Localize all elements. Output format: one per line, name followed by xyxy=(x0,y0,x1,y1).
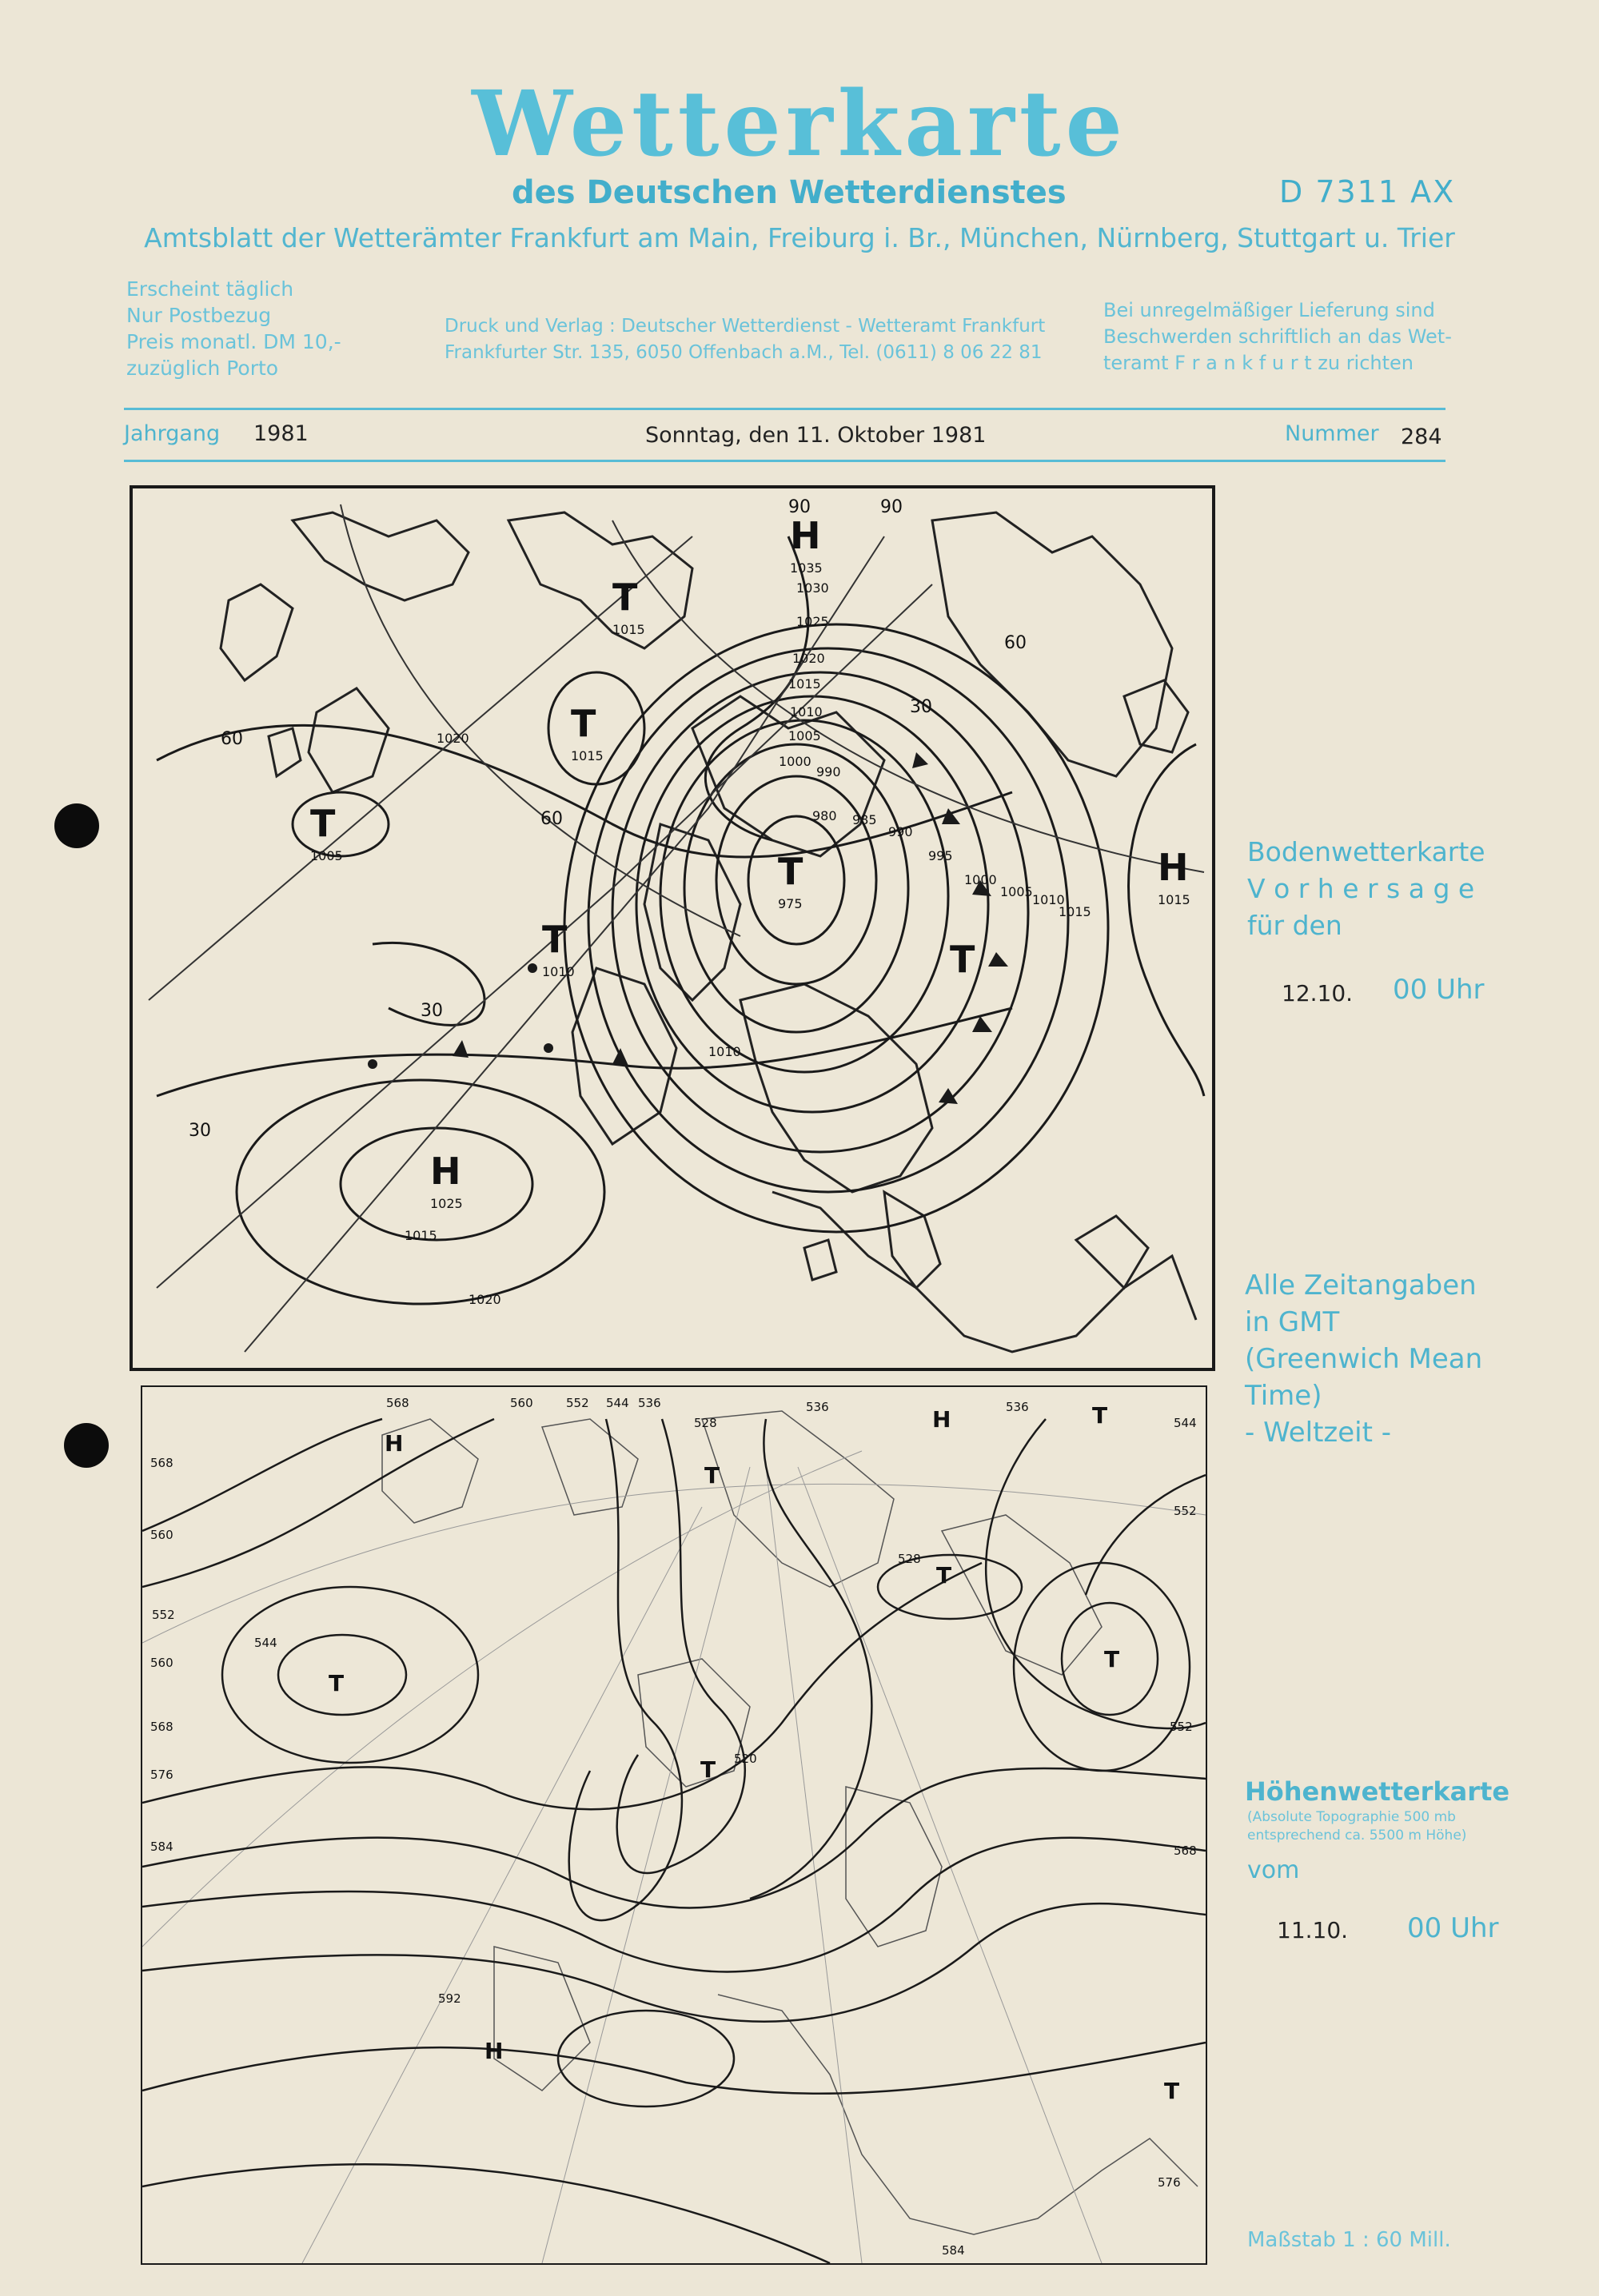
pressure-center-H: H xyxy=(790,514,821,557)
issue-bar-top-rule xyxy=(124,408,1445,410)
info-line: Beschwerden schriftlich an das Wet- xyxy=(1103,325,1452,348)
pressure-center-value: 1015 xyxy=(612,622,645,637)
surface-map-caption xyxy=(1247,834,1485,944)
contour-label: 560 xyxy=(150,1656,173,1670)
issue-bar xyxy=(124,420,1445,452)
masthead-subtitle: des Deutschen Wetterdienstes xyxy=(512,174,1067,211)
isobar-label: 1020 xyxy=(437,731,469,746)
nummer-label: Nummer xyxy=(1285,421,1379,446)
isobar-label: 1030 xyxy=(796,580,829,596)
surface-map-drawing xyxy=(133,488,1212,1368)
info-line: Preis monatl. DM 10,- xyxy=(126,330,341,353)
contour-label: 544 xyxy=(606,1396,629,1410)
pressure-center-value: 975 xyxy=(778,896,803,911)
pressure-center-value: 1015 xyxy=(571,748,604,763)
jahrgang-label: Jahrgang xyxy=(124,421,221,446)
graticule xyxy=(149,504,1204,1352)
contour-label: 552 xyxy=(1174,1504,1197,1518)
caption-line: V o r h e r s a g e xyxy=(1247,873,1475,904)
isobar-label: 1010 xyxy=(708,1044,741,1059)
contour-labels xyxy=(150,1396,1197,2258)
pressure-center-T: T xyxy=(950,938,975,981)
upper-air-map xyxy=(141,1385,1207,2265)
isobar-label: 1000 xyxy=(964,872,997,887)
pressure-center-value: 1015 xyxy=(1158,892,1190,907)
contour-label: 568 xyxy=(386,1396,409,1410)
graticule-label: 90 xyxy=(788,497,811,517)
isobar-label: 980 xyxy=(812,808,837,823)
info-line: Erscheint täglich xyxy=(126,277,294,301)
height-center-T: T xyxy=(1092,1402,1108,1429)
contour-label: 568 xyxy=(150,1456,173,1470)
isobar-label: 995 xyxy=(928,848,953,863)
height-center-T: T xyxy=(700,1756,716,1783)
contour-label: 568 xyxy=(1174,1844,1197,1858)
pressure-center-value: 1010 xyxy=(542,964,575,979)
upper-map-time: 00 Uhr xyxy=(1407,1912,1499,1944)
nummer-value: 284 xyxy=(1401,425,1442,449)
note-line: entsprechend ca. 5500 m Höhe) xyxy=(1247,1828,1467,1844)
map-scale: Maßstab 1 : 60 Mill. xyxy=(1247,2228,1451,2252)
contour-label: 552 xyxy=(1170,1720,1193,1734)
authority-line: Amtsblatt der Wetterämter Frankfurt am Main, Freiburg i. Br., München, Nürnberg, Stuttgart u. Trier xyxy=(144,222,1455,253)
contour-label: 544 xyxy=(1174,1416,1197,1430)
isobar-label: 1010 xyxy=(790,704,823,719)
coastlines xyxy=(382,1411,1198,2234)
contour-label: 552 xyxy=(152,1608,175,1622)
pressure-center-value: 1035 xyxy=(790,560,823,576)
pressure-center-T: T xyxy=(571,702,596,745)
info-line: Bei unregelmäßiger Lieferung sind xyxy=(1103,299,1435,321)
isobar-label: 1005 xyxy=(1000,884,1033,899)
upper-map-date: 11.10. xyxy=(1277,1917,1349,1943)
upper-map-drawing xyxy=(142,1387,1206,2263)
isobar-label: 1000 xyxy=(779,754,811,769)
pressure-center-T: T xyxy=(310,802,336,845)
isobar-label: 1020 xyxy=(792,651,825,666)
coastlines xyxy=(221,512,1196,1352)
pressure-center-value: 1005 xyxy=(310,848,343,863)
punch-hole-bottom xyxy=(64,1423,109,1468)
note-line: Time) xyxy=(1245,1380,1322,1412)
graticule-label: 90 xyxy=(880,497,903,517)
contour-label: 584 xyxy=(150,1840,173,1854)
isobar-label: 990 xyxy=(888,824,913,839)
punch-hole-top xyxy=(54,803,99,848)
contour-label: 568 xyxy=(150,1720,173,1734)
note-line: Alle Zeitangaben xyxy=(1245,1270,1477,1301)
masthead-title: Wetterkarte xyxy=(472,72,1127,177)
caption-line: Bodenwetterkarte xyxy=(1247,836,1485,867)
contour-label: 536 xyxy=(806,1400,829,1414)
subscription-info xyxy=(126,276,341,381)
upper-map-vom: vom xyxy=(1247,1856,1300,1884)
caption-line: für den xyxy=(1247,910,1342,941)
isobar-label: 1005 xyxy=(788,728,821,743)
graticule-label: 60 xyxy=(540,809,563,829)
graticule-label: 30 xyxy=(421,1001,443,1021)
contour-label: 528 xyxy=(898,1552,921,1566)
issue-bar-bottom-rule xyxy=(124,460,1445,462)
contour-label: 560 xyxy=(510,1396,533,1410)
height-center-T: T xyxy=(1164,2078,1180,2104)
info-line: Nur Postbezug xyxy=(126,304,272,327)
height-center-H: H xyxy=(385,1430,404,1457)
contour-label: 592 xyxy=(438,1991,461,2006)
contour-label: 528 xyxy=(694,1416,717,1430)
height-center-H: H xyxy=(932,1406,951,1433)
info-line: Druck und Verlag : Deutscher Wetterdienst - Wetteramt Frankfurt xyxy=(445,316,1046,337)
isobar-label: 1010 xyxy=(1032,892,1065,907)
issue-date: Sonntag, den 11. Oktober 1981 xyxy=(645,423,987,448)
publication-code: D 7311 AX xyxy=(1279,174,1456,209)
surface-forecast-map xyxy=(130,485,1215,1371)
upper-map-caption: Höhenwetterkarte xyxy=(1245,1776,1510,1807)
note-line: in GMT xyxy=(1245,1306,1340,1338)
graticule-label: 30 xyxy=(189,1121,211,1141)
contour-label: 520 xyxy=(734,1752,757,1766)
contour-label: 576 xyxy=(1158,2175,1181,2190)
contour-label: 536 xyxy=(638,1396,661,1410)
publisher-info xyxy=(445,313,1045,366)
contour-label: 560 xyxy=(150,1528,173,1542)
isobar-labels xyxy=(189,497,1190,1307)
isobar-label: 1025 xyxy=(796,614,829,629)
graticule-label: 60 xyxy=(1004,633,1027,653)
height-center-T: T xyxy=(704,1462,720,1489)
graticule xyxy=(142,1451,1206,2263)
info-line: Frankfurter Str. 135, 6050 Offenbach a.M., Tel. (0611) 8 06 22 81 xyxy=(445,342,1043,363)
pressure-center-H: H xyxy=(1158,846,1189,889)
contour-label: 544 xyxy=(254,1636,277,1650)
isobar-label: 1015 xyxy=(1059,904,1091,919)
isobar-label: 990 xyxy=(816,764,841,779)
note-line: (Absolute Topographie 500 mb xyxy=(1247,1809,1456,1825)
upper-map-note xyxy=(1247,1808,1466,1845)
note-line: - Weltzeit - xyxy=(1245,1417,1392,1449)
graticule-label: 60 xyxy=(221,729,243,749)
note-line: (Greenwich Mean xyxy=(1245,1343,1483,1375)
time-note xyxy=(1245,1267,1482,1451)
pressure-center-T: T xyxy=(542,918,568,961)
pressure-center-value: 1025 xyxy=(430,1196,463,1211)
pressure-center-T: T xyxy=(612,576,638,619)
surface-map-time: 00 Uhr xyxy=(1393,974,1485,1006)
isobar-label: 1020 xyxy=(469,1292,501,1307)
complaint-info xyxy=(1103,297,1452,377)
contour-label: 552 xyxy=(566,1396,589,1410)
height-center-T: T xyxy=(329,1670,345,1696)
surface-map-date: 12.10. xyxy=(1282,980,1354,1006)
height-center-H: H xyxy=(484,2038,504,2064)
isobar-label: 1015 xyxy=(788,676,821,692)
contour-label: 536 xyxy=(1006,1400,1029,1414)
pressure-center-H: H xyxy=(430,1150,461,1193)
graticule-label: 30 xyxy=(910,697,932,717)
isobars xyxy=(157,536,1204,1304)
pressure-center-T: T xyxy=(778,850,803,893)
info-line: zuzüglich Porto xyxy=(126,357,279,380)
isobar-label: 985 xyxy=(852,812,877,827)
info-line: teramt F r a n k f u r t zu richten xyxy=(1103,352,1414,374)
height-center-T: T xyxy=(1104,1646,1120,1672)
height-center-T: T xyxy=(936,1562,952,1588)
contour-label: 584 xyxy=(942,2243,965,2258)
jahrgang-value: 1981 xyxy=(253,421,309,446)
contour-label: 576 xyxy=(150,1768,173,1782)
isobar-label: 1015 xyxy=(405,1228,437,1243)
